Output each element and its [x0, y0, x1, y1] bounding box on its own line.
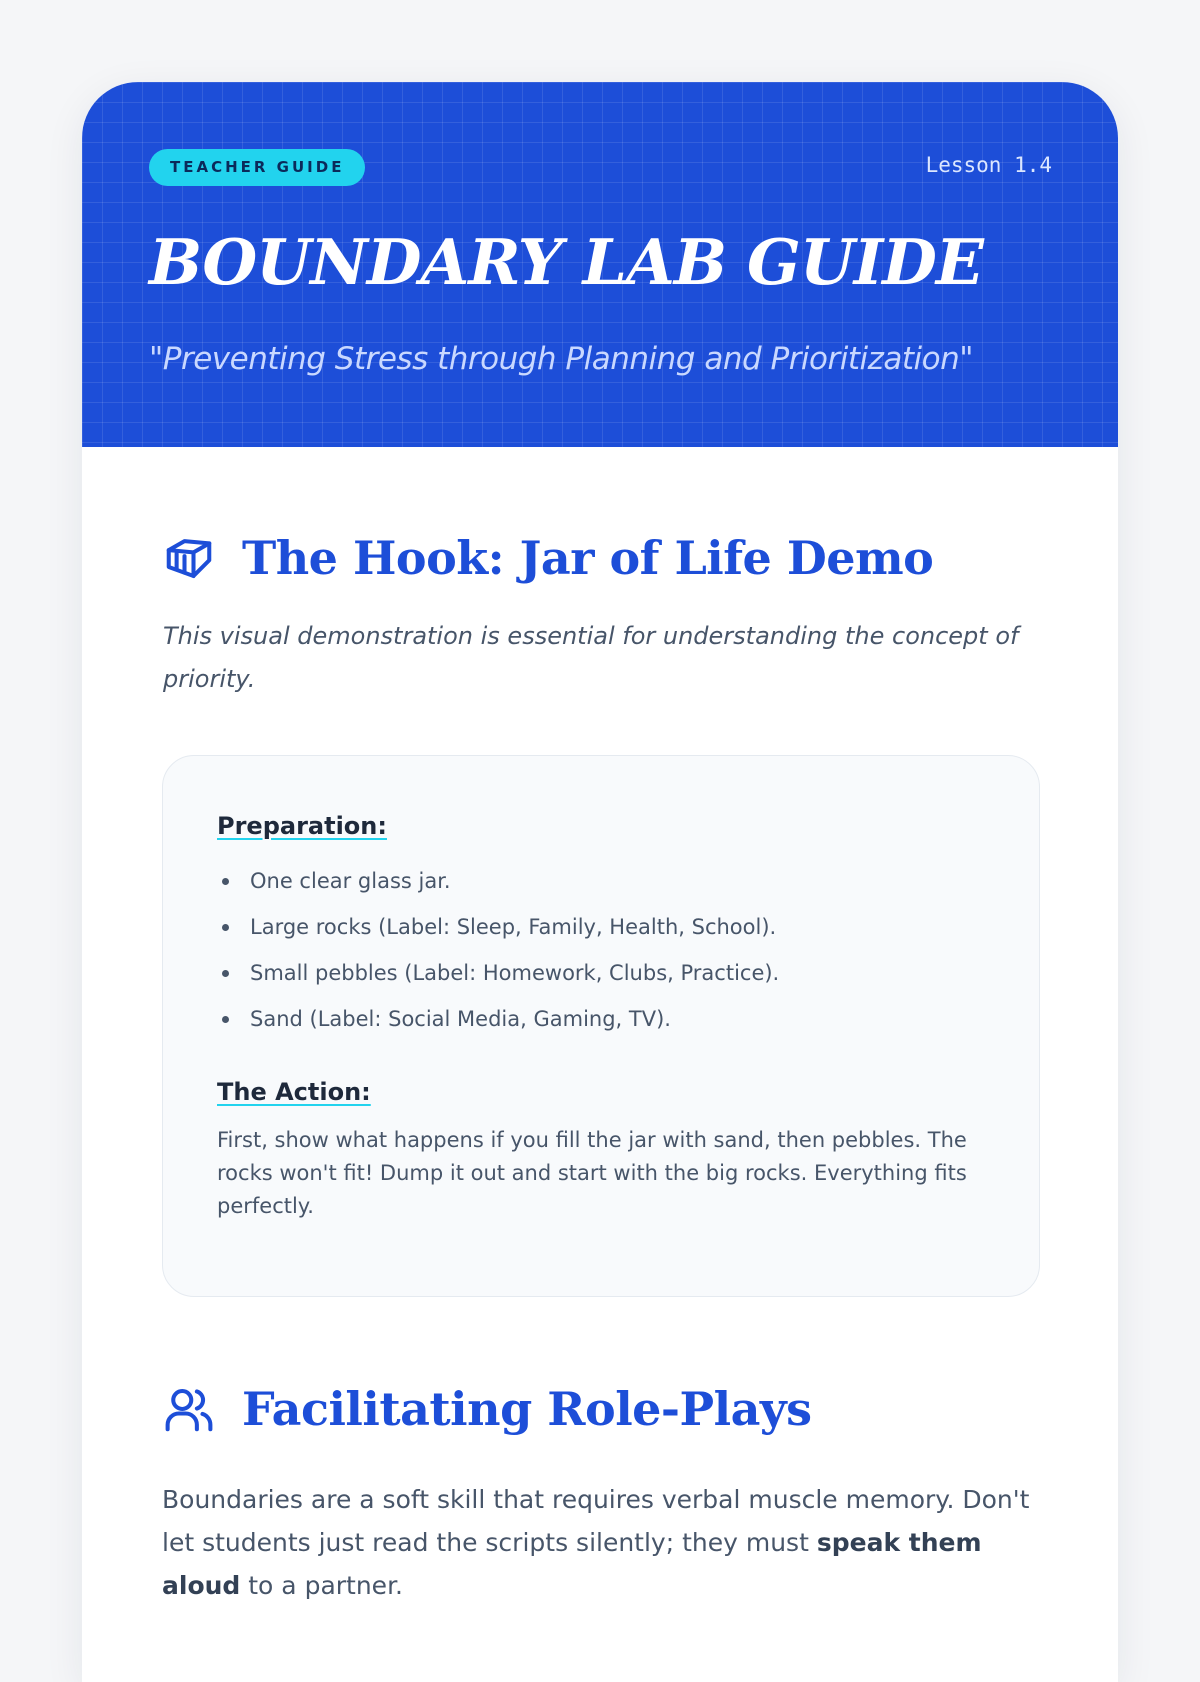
- list-item: One clear glass jar.: [217, 866, 779, 896]
- hook-section-heading: [162, 528, 933, 588]
- list-item: Small pebbles (Label: Homework, Clubs, Practice).: [217, 958, 779, 988]
- action-label: The Action:: [217, 1078, 371, 1106]
- lesson-number: Lesson 1.4: [925, 153, 1052, 177]
- roleplays-paragraph: [162, 1478, 1042, 1607]
- roleplays-section-heading: [162, 1379, 812, 1439]
- header-banner: [82, 82, 1118, 447]
- hook-intro: This visual demonstration is essential for understanding the concept of priority.: [163, 622, 1019, 693]
- hook-heading: The Hook: Jar of Life Demo: [242, 531, 934, 585]
- users-icon: [162, 1382, 216, 1436]
- list-item: Sand (Label: Social Media, Gaming, TV).: [217, 1004, 779, 1034]
- page-subtitle: "Preventing Stress through Planning and Prioritization": [149, 341, 974, 377]
- roleplays-text-start: Boundaries are a soft skill that requires verbal muscle memory. Don't let students just read the scripts silently; they must: [162, 1485, 1030, 1557]
- guide-card: [82, 82, 1118, 1682]
- roleplays-emphasis: speak them aloud: [162, 1528, 982, 1600]
- preparation-label: Preparation:: [217, 812, 387, 840]
- list-item: Large rocks (Label: Sleep, Family, Health, School).: [217, 912, 779, 942]
- preparation-list: [217, 866, 779, 1050]
- action-text: First, show what happens if you fill the jar with sand, then pebbles. The rocks won't fit! Dump it out and start with the big rocks. Everything fits perfectly.: [217, 1128, 967, 1218]
- demo-instructions-box: [162, 755, 1040, 1297]
- box-icon: [162, 531, 216, 585]
- page-title: BOUNDARY LAB GUIDE: [149, 225, 983, 299]
- teacher-guide-badge: TEACHER GUIDE: [149, 149, 365, 186]
- roleplays-heading: Facilitating Role-Plays: [242, 1382, 812, 1436]
- roleplays-text-end: to a partner.: [240, 1571, 403, 1600]
